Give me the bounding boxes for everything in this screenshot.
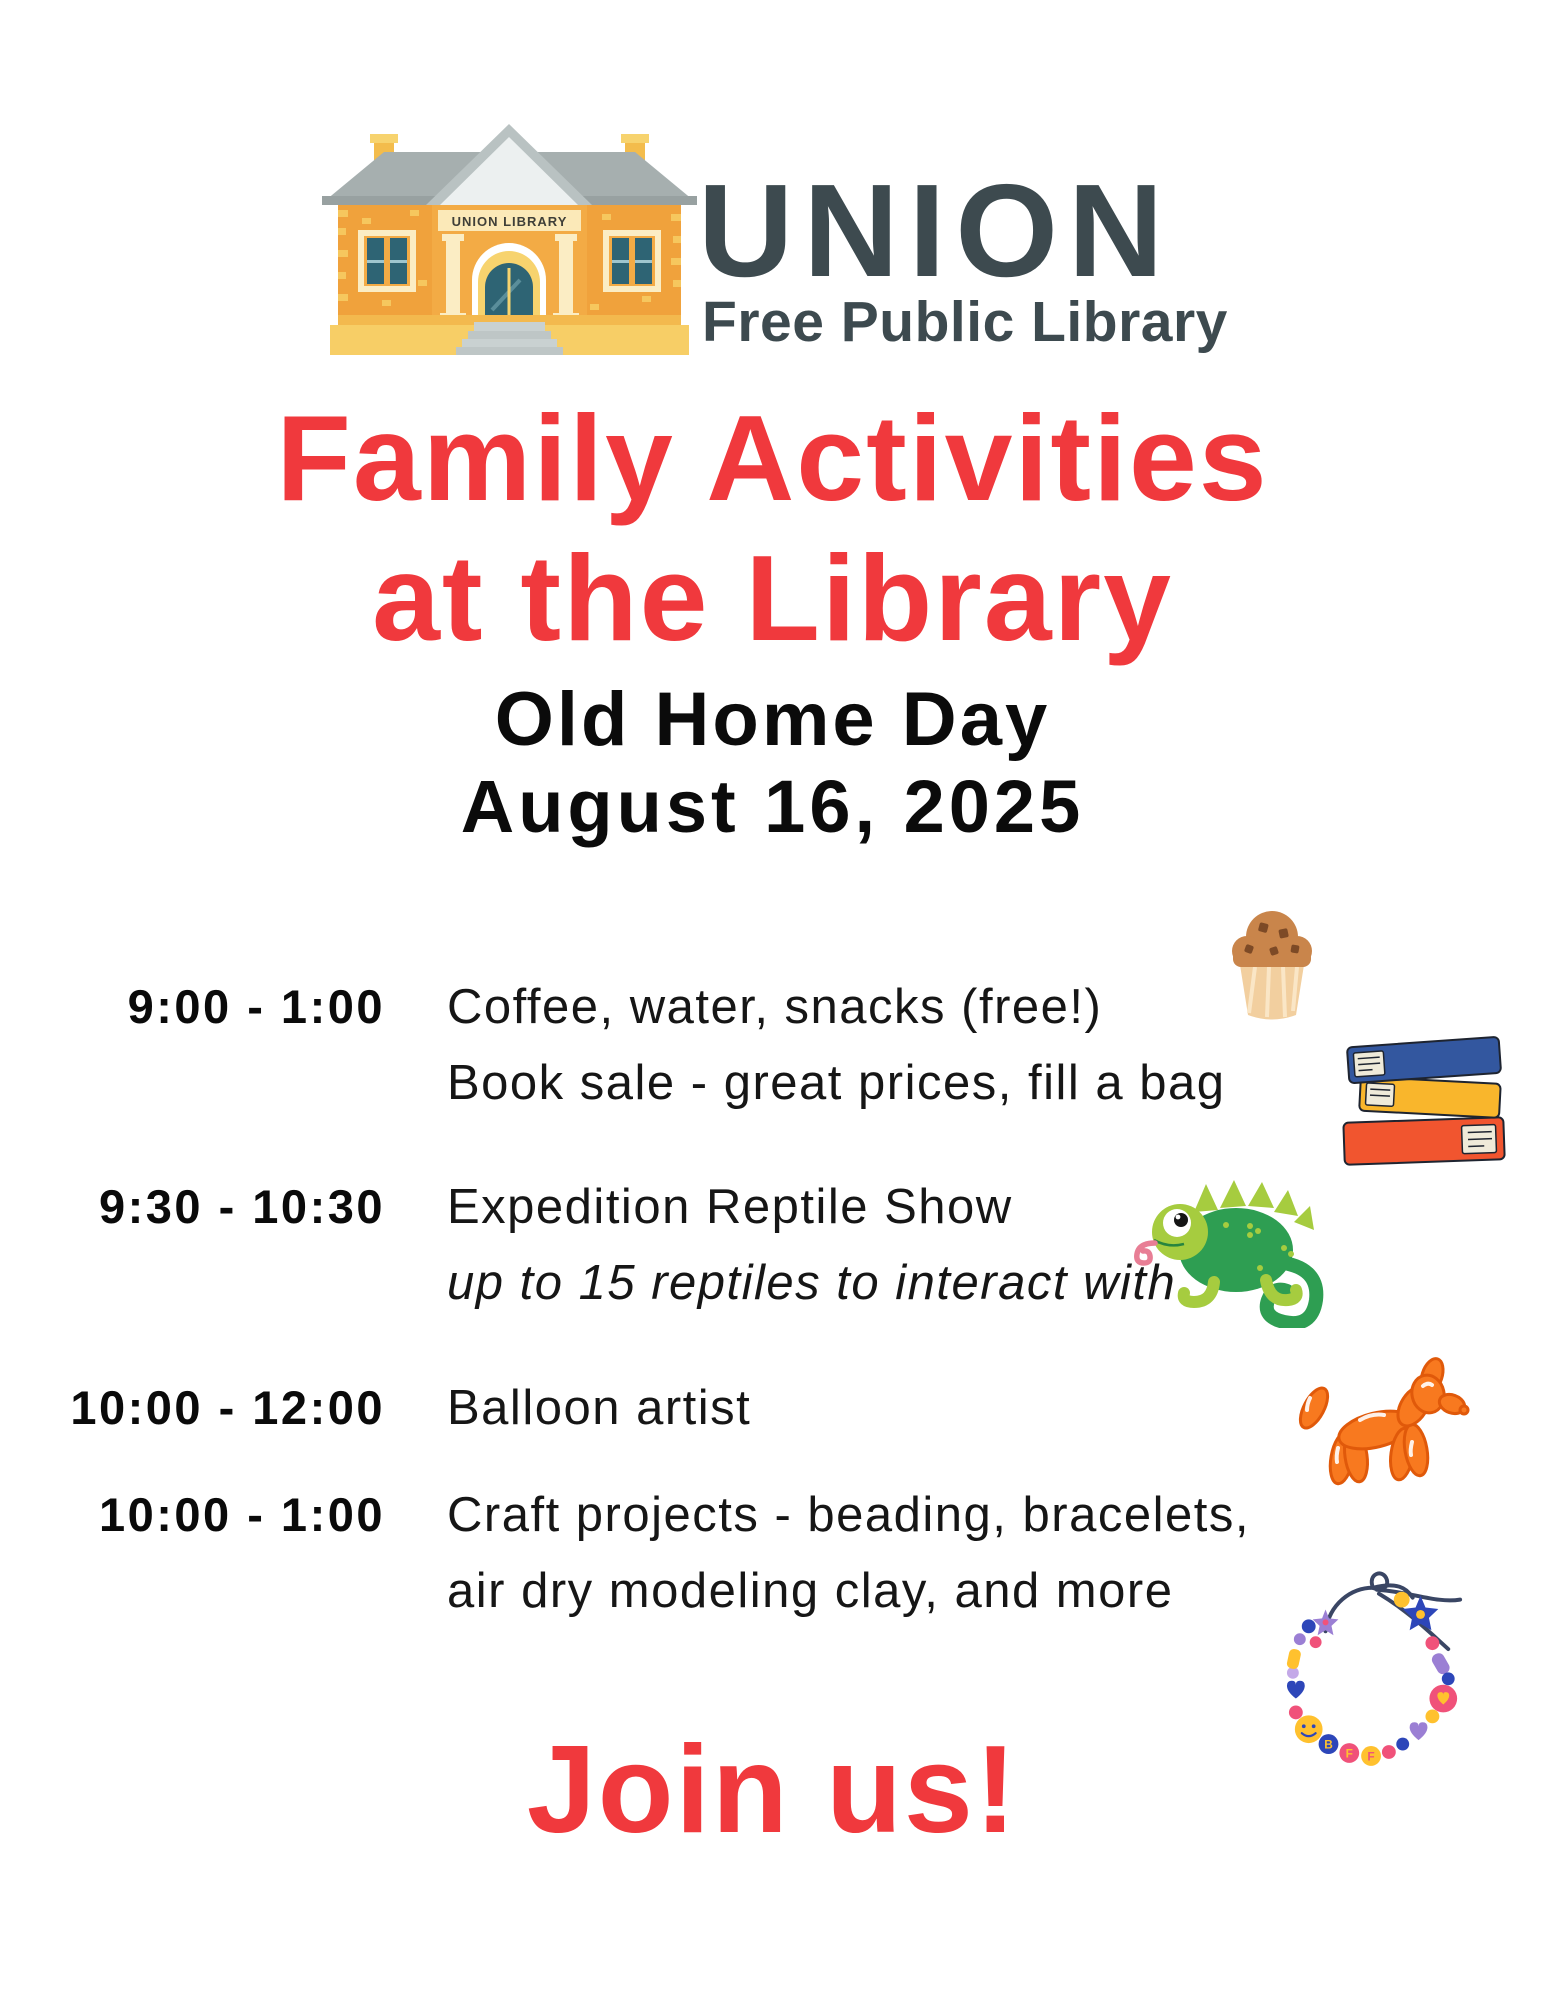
schedule-description bbox=[447, 969, 1225, 1121]
schedule-line: Coffee, water, snacks (free!) bbox=[447, 980, 1103, 1034]
schedule-line: Expedition Reptile Show bbox=[447, 1180, 1013, 1234]
building-sign-text: UNION LIBRARY bbox=[451, 214, 568, 229]
schedule-time: 10:00 - 12:00 bbox=[70, 1381, 385, 1434]
window-right bbox=[603, 230, 661, 292]
schedule-time: 10:00 - 1:00 bbox=[98, 1488, 385, 1541]
bead-letter: B bbox=[1324, 1737, 1333, 1752]
library-name: UNION bbox=[698, 157, 1174, 304]
schedule-description bbox=[447, 1169, 1176, 1321]
balloon-dog-icon bbox=[1290, 1350, 1475, 1495]
schedule-description bbox=[447, 1370, 751, 1446]
schedule-time: 9:30 - 10:30 bbox=[98, 1180, 385, 1233]
schedule-description bbox=[447, 1477, 1250, 1629]
event-date: August 16, 2025 bbox=[460, 765, 1085, 848]
page-title-line2: at the Library bbox=[372, 530, 1173, 666]
schedule-note: up to 15 reptiles to interact with bbox=[447, 1256, 1177, 1310]
schedule-row bbox=[55, 1477, 1250, 1629]
schedule-line: Balloon artist bbox=[447, 1381, 752, 1435]
bead-letter: F bbox=[1367, 1749, 1375, 1764]
page-title-line1: Family Activities bbox=[276, 390, 1269, 526]
schedule-line: air dry modeling clay, and more bbox=[447, 1564, 1174, 1618]
library-tagline: Free Public Library bbox=[702, 290, 1228, 354]
book-stack-icon bbox=[1340, 1030, 1510, 1180]
schedule-line: Book sale - great prices, fill a bag bbox=[447, 1056, 1226, 1110]
join-us-cta: Join us! bbox=[526, 1721, 1019, 1859]
schedule-time: 9:00 - 1:00 bbox=[127, 980, 385, 1033]
schedule-row bbox=[55, 969, 1225, 1121]
schedule-line: Craft projects - beading, bracelets, bbox=[447, 1488, 1250, 1542]
muffin-icon bbox=[1215, 905, 1330, 1030]
library-building-icon bbox=[322, 110, 697, 355]
window-left bbox=[358, 230, 416, 292]
page-title bbox=[0, 388, 1545, 668]
schedule-row bbox=[55, 1169, 1176, 1321]
chameleon-icon bbox=[1128, 1170, 1336, 1328]
schedule-row bbox=[55, 1370, 751, 1446]
event-name: Old Home Day bbox=[494, 677, 1051, 762]
bead-letter: F bbox=[1345, 1746, 1353, 1761]
